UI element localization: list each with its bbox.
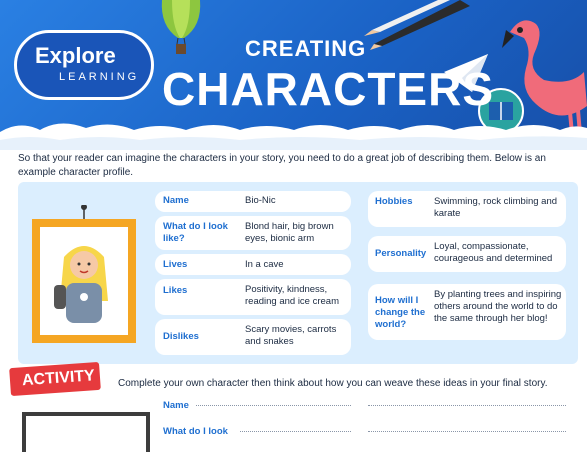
activity-badge-label: ACTIVITY xyxy=(21,367,96,390)
likes-label: Likes xyxy=(163,285,188,296)
activity-name-line[interactable] xyxy=(196,404,351,406)
likes-value: Positivity, kindness, reading and ice cream xyxy=(245,284,339,307)
hobbies-value: Swimming, rock climbing and karate xyxy=(434,196,558,219)
activity-instructions: Complete your own character then think about how you can weave these ideas in your final story. xyxy=(118,378,548,389)
change-world-label: How will I change the world? xyxy=(375,295,426,330)
hot-air-balloon-icon xyxy=(158,0,204,58)
look-value: Blond hair, big brown eyes, bionic arm xyxy=(245,221,334,244)
name-value: Bio-Nic xyxy=(245,195,276,206)
field-change-world xyxy=(368,284,566,340)
field-dislikes xyxy=(155,319,351,355)
intro-text: So that your reader can imagine the characters in your story, you need to do a great job of describing them. Below is an example character profile. xyxy=(18,153,546,178)
pencils-icon xyxy=(360,0,470,50)
activity-portrait-frame[interactable] xyxy=(22,412,150,452)
dislikes-value: Scary movies, carrots and snakes xyxy=(245,324,337,347)
lives-label: Lives xyxy=(163,259,188,270)
name-label: Name xyxy=(163,195,189,206)
flamingo-icon xyxy=(500,14,587,134)
dislikes-label: Dislikes xyxy=(163,331,199,342)
personality-value: Loyal, compassionate, courageous and determined xyxy=(434,241,553,264)
activity-name-line-right[interactable] xyxy=(368,404,566,406)
activity-look-line-right[interactable] xyxy=(368,430,566,432)
page-title: CHARACTERS xyxy=(162,63,494,115)
field-personality xyxy=(368,236,566,272)
activity-look-line[interactable] xyxy=(240,430,351,432)
cloud-divider xyxy=(0,118,587,150)
field-likes xyxy=(155,279,351,315)
explore-learning-logo xyxy=(14,30,154,100)
hobbies-label: Hobbies xyxy=(375,196,413,207)
logo-line2: LEARNING xyxy=(59,71,140,83)
look-label: What do I look like? xyxy=(163,221,228,244)
change-world-value: By planting trees and inspiring others around the world to do the same through her blog! xyxy=(434,289,562,324)
portrait-frame xyxy=(28,205,140,345)
activity-look-label: What do I look xyxy=(163,426,228,437)
field-lives xyxy=(155,254,351,275)
title-small: CREATING xyxy=(245,36,367,61)
activity-badge xyxy=(9,362,101,396)
field-hobbies xyxy=(368,191,566,227)
logo-line1: Explore xyxy=(35,43,116,68)
field-look xyxy=(155,216,351,250)
activity-name-label: Name xyxy=(163,400,189,411)
personality-label: Personality xyxy=(375,248,427,259)
field-name xyxy=(155,191,351,212)
lives-value: In a cave xyxy=(245,259,284,270)
